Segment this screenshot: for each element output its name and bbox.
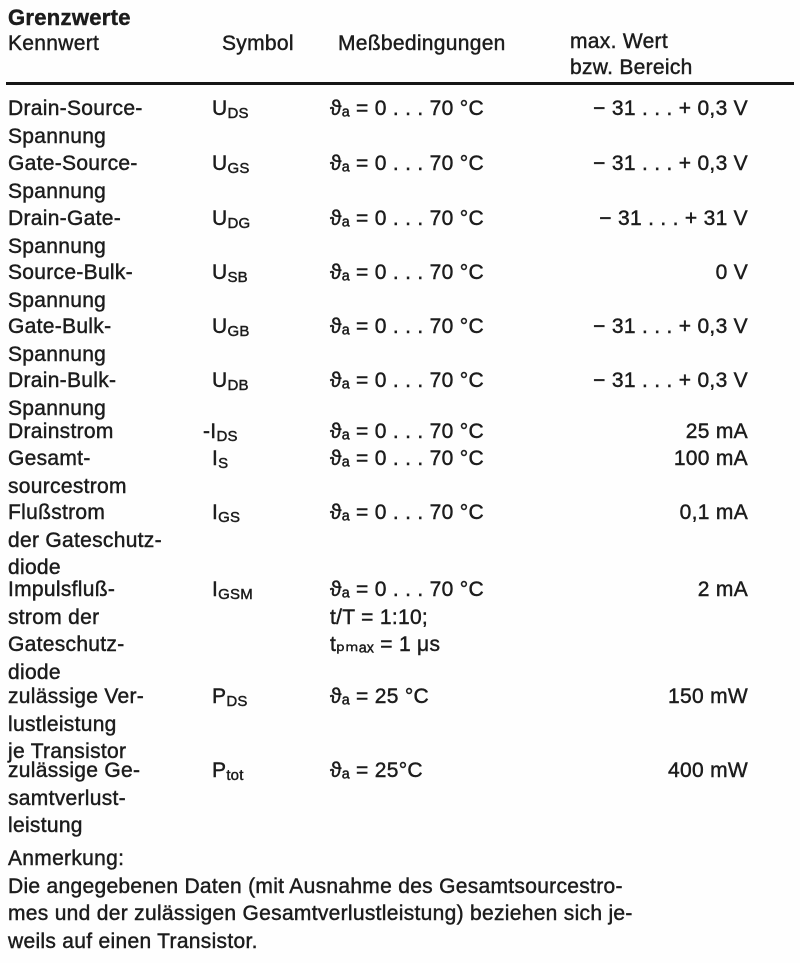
symbol-prefix: - [203, 420, 211, 443]
conditions-cell [330, 150, 600, 178]
remark-line: weils auf einen Transistor. [8, 929, 258, 953]
kennwert-line: Spannung [8, 179, 107, 203]
symbol-base: P [212, 759, 227, 782]
kennwert-line: Flußstrom [8, 501, 106, 524]
column-header-max-wert-line1: max. Wert [570, 30, 668, 53]
condition-line: ϑₐ = 0 . . . 70 °C [330, 420, 484, 443]
conditions-cell [330, 418, 600, 446]
condition-line: ϑₐ = 0 . . . 70 °C [330, 207, 484, 230]
condition-line: ϑₐ = 0 . . . 70 °C [330, 369, 484, 392]
kennwert-cell [8, 367, 218, 422]
conditions-cell [330, 205, 600, 233]
condition-line: ϑₐ = 0 . . . 70 °C [330, 261, 484, 284]
symbol-cell [212, 445, 228, 478]
condition-line: ϑₐ = 0 . . . 70 °C [330, 315, 484, 338]
symbol-base: U [212, 207, 228, 230]
conditions-cell [330, 757, 600, 785]
kennwert-line: Drain-Source- [8, 97, 143, 120]
kennwert-line: Drain-Gate- [8, 207, 121, 230]
kennwert-cell [8, 418, 218, 446]
kennwert-line: Drain-Bulk- [8, 369, 117, 392]
kennwert-line: Impulsfluß- [8, 578, 116, 601]
value-cell: 400 mW [668, 759, 748, 782]
remark-section [8, 845, 792, 955]
kennwert-line: samtverlust- [8, 786, 126, 810]
value-cell: − 31 . . . + 0,3 V [593, 97, 748, 120]
symbol-subscript: GSM [218, 586, 253, 603]
kennwert-line: Drainstrom [8, 420, 114, 443]
condition-line: ϑₐ = 0 . . . 70 °C [330, 97, 484, 120]
condition-line: ϑₐ = 25°C [330, 759, 423, 782]
symbol-base: U [212, 152, 228, 175]
symbol-subscript: GB [227, 323, 250, 340]
kennwert-cell [8, 445, 218, 500]
symbol-subscript: GS [218, 509, 241, 526]
remark-label: Anmerkung: [8, 847, 125, 870]
condition-line: tₚₘₐₓ = 1 μs [330, 633, 441, 656]
condition-line: ϑₐ = 25 °C [330, 685, 429, 708]
symbol-cell [212, 499, 240, 532]
kennwert-cell [8, 205, 218, 260]
symbol-cell [212, 683, 248, 716]
conditions-cell [330, 95, 600, 123]
kennwert-line: sourcestrom [8, 474, 127, 498]
symbol-base: I [212, 578, 219, 601]
conditions-cell [330, 367, 600, 395]
value-cell: 2 mA [697, 578, 748, 601]
symbol-base: I [212, 447, 219, 470]
condition-line: ϑₐ = 0 . . . 70 °C [330, 501, 484, 524]
header-divider-line [6, 82, 794, 85]
condition-line: t/T = 1:10; [330, 605, 429, 629]
symbol-subscript: SB [227, 269, 248, 286]
symbol-base: I [210, 420, 217, 443]
conditions-cell [330, 499, 600, 527]
value-cell: − 31 . . . + 31 V [599, 207, 748, 230]
kennwert-line: Gate-Source- [8, 152, 138, 175]
kennwert-cell [8, 576, 218, 686]
condition-line: ϑₐ = 0 . . . 70 °C [330, 578, 484, 601]
kennwert-line: Spannung [8, 124, 107, 148]
symbol-subscript: DS [226, 693, 248, 710]
symbol-base: U [212, 369, 228, 392]
kennwert-line: diode [8, 660, 61, 684]
value-cell: 150 mW [668, 685, 748, 708]
conditions-cell [330, 576, 600, 659]
symbol-subscript: DS [216, 428, 238, 445]
value-cell: − 31 . . . + 0,3 V [593, 152, 748, 175]
symbol-base: I [212, 501, 219, 524]
symbol-base: U [212, 97, 228, 120]
kennwert-line: zulässige Ver- [8, 685, 145, 708]
symbol-base: U [212, 315, 228, 338]
kennwert-line: Gateschutz- [8, 633, 125, 656]
symbol-subscript: DB [227, 377, 249, 394]
symbol-cell [212, 259, 248, 292]
conditions-cell [330, 445, 600, 473]
symbol-subscript: GS [227, 160, 250, 177]
kennwert-line: Gate-Bulk- [8, 315, 112, 338]
column-header-max-wert-line2: bzw. Bereich [570, 56, 693, 79]
condition-line: ϑₐ = 0 . . . 70 °C [330, 152, 484, 175]
column-header-messbedingungen: Meßbedingungen [338, 32, 506, 55]
symbol-base: P [212, 685, 227, 708]
kennwert-cell [8, 259, 218, 314]
symbol-subscript: DS [227, 105, 249, 122]
remark-line: Die angegebenen Daten (mit Ausnahme des Gesamtsourcestro- [8, 874, 623, 898]
symbol-subscript: tot [226, 767, 244, 784]
value-cell: 100 mA [673, 447, 748, 470]
kennwert-cell [8, 683, 218, 766]
column-header-symbol: Symbol [222, 32, 294, 55]
kennwert-line: zulässige Ge- [8, 759, 141, 782]
kennwert-line: lustleistung [8, 712, 117, 736]
kennwert-line: leistung [8, 814, 83, 837]
condition-line: ϑₐ = 0 . . . 70 °C [330, 447, 484, 470]
conditions-cell [330, 313, 600, 341]
kennwert-line: Spannung [8, 234, 107, 258]
kennwert-line: Spannung [8, 288, 107, 312]
symbol-cell [212, 757, 244, 790]
symbol-cell [212, 205, 250, 238]
conditions-cell [330, 259, 600, 287]
page-title: Grenzwerte [8, 5, 131, 30]
symbol-cell [212, 367, 249, 400]
conditions-cell [330, 683, 600, 711]
kennwert-line: der Gateschutz- [8, 528, 162, 552]
symbol-cell [212, 313, 250, 346]
kennwert-line: Spannung [8, 342, 107, 366]
kennwert-cell [8, 95, 218, 150]
value-cell: 0,1 mA [679, 501, 748, 524]
kennwert-cell [8, 499, 218, 582]
kennwert-line: diode [8, 556, 61, 579]
symbol-cell [212, 150, 250, 183]
kennwert-line: je Transistor [8, 740, 127, 763]
value-cell: 25 mA [685, 420, 748, 443]
value-cell: − 31 . . . + 0,3 V [593, 369, 748, 392]
value-cell: − 31 . . . + 0,3 V [593, 315, 748, 338]
symbol-cell [212, 95, 249, 128]
symbol-subscript: S [218, 455, 229, 472]
kennwert-cell [8, 150, 218, 205]
kennwert-line: Spannung [8, 396, 107, 420]
column-header-kennwert: Kennwert [8, 32, 100, 55]
symbol-cell [212, 576, 253, 609]
kennwert-line: Source-Bulk- [8, 261, 133, 284]
symbol-subscript: DG [227, 215, 251, 232]
kennwert-cell [8, 757, 218, 840]
kennwert-cell [8, 313, 218, 368]
symbol-base: U [212, 261, 228, 284]
kennwert-line: Gesamt- [8, 447, 91, 470]
value-cell: 0 V [715, 261, 748, 284]
remark-line: mes und der zulässigen Gesamtverlustleistung) beziehen sich je- [8, 902, 633, 925]
kennwert-line: strom der [8, 605, 100, 629]
